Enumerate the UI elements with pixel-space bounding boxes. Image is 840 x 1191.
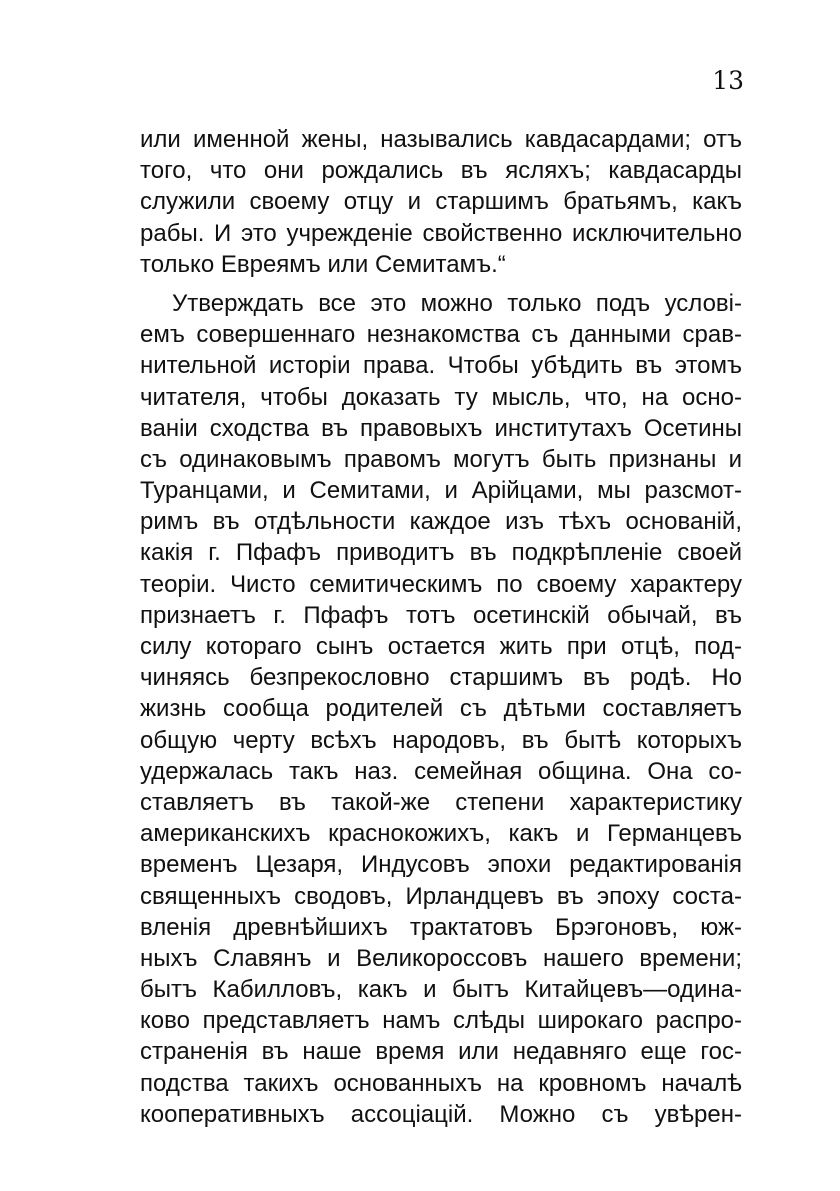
text-line: рабы. И это учрежденіе свойственно исключительно: [140, 219, 742, 247]
text-line: силу котораго сынъ остается жить при отцѣ, под-: [140, 633, 742, 660]
text-line: американскихъ краснокожихъ, какъ и Германцевъ: [140, 820, 742, 848]
text-line: общую черту всѣхъ народовъ, въ бытѣ которыхъ: [140, 726, 742, 754]
text-line: жизнь сообща родителей съ дѣтьми составляетъ: [140, 695, 742, 723]
text-line: временъ Цезаря, Индусовъ эпохи редактированія: [140, 851, 742, 879]
text-line: какія г. Пфафъ приводитъ въ подкрѣпленіе своей: [140, 539, 742, 567]
text-line: чиняясь безпрекословно старшимъ въ родѣ. Но: [140, 664, 742, 692]
paragraph-1: [140, 124, 742, 280]
paragraph-2: [140, 288, 742, 1130]
text-line: бытъ Кабилловъ, какъ и бытъ Китайцевъ—одина-: [140, 976, 742, 1004]
text-line: подства такихъ основанныхъ на кровномъ началѣ: [140, 1069, 742, 1097]
text-line: ставляетъ въ такой-же степени характеристику: [140, 788, 742, 816]
text-line: Туранцами, и Семитами, и Арійцами, мы разсмот-: [140, 477, 742, 505]
text-line: съ одинаковымъ правомъ могутъ быть признаны и: [140, 445, 742, 473]
text-line: нительной исторіи права. Чтобы убѣдить въ этомъ: [140, 352, 742, 380]
text-line: только Евреямъ или Семитамъ.“: [140, 250, 506, 278]
text-line: римъ въ отдѣльности каждое изъ тѣхъ основаній,: [140, 508, 742, 536]
text-line: кооперативныхъ ассоціацій. Можно съ увѣрен-: [140, 1100, 742, 1128]
text-line: священныхъ сводовъ, Ирландцевъ въ эпоху соста-: [140, 882, 742, 910]
text-line: вленія древнѣйшихъ трактатовъ Брэгоновъ, юж-: [140, 913, 742, 941]
text-line: признаетъ г. Пфафъ тотъ осетинскій обычай, въ: [140, 601, 742, 629]
text-line: читателя, чтобы доказать ту мысль, что, на осно-: [140, 383, 742, 411]
text-line: Утверждать все это можно только подъ услові-: [172, 289, 742, 317]
text-line: емъ совершеннаго незнакомства съ данными срав-: [140, 321, 742, 349]
text-line: ныхъ Славянъ и Великороссовъ нашего времени;: [140, 944, 742, 972]
text-line: ваніи сходства въ правовыхъ институтахъ Осетины: [140, 414, 742, 442]
text-line: ково представляетъ намъ слѣды широкаго распро-: [140, 1007, 742, 1035]
text-line: теоріи. Чисто семитическимъ по своему характеру: [140, 570, 742, 598]
text-line: страненія въ наше время или недавняго еще гос-: [140, 1038, 742, 1066]
text-line: того, что они рождались въ ясляхъ; кавдасарды: [140, 157, 742, 185]
text-line: или именной жены, назывались кавдасардами; отъ: [140, 126, 742, 153]
page-number: 13: [712, 66, 744, 95]
text-line: удержалась такъ наз. семейная община. Она со-: [140, 757, 742, 785]
text-line: служили своему отцу и старшимъ братьямъ, какъ: [140, 188, 742, 216]
body-text: [140, 124, 742, 1130]
